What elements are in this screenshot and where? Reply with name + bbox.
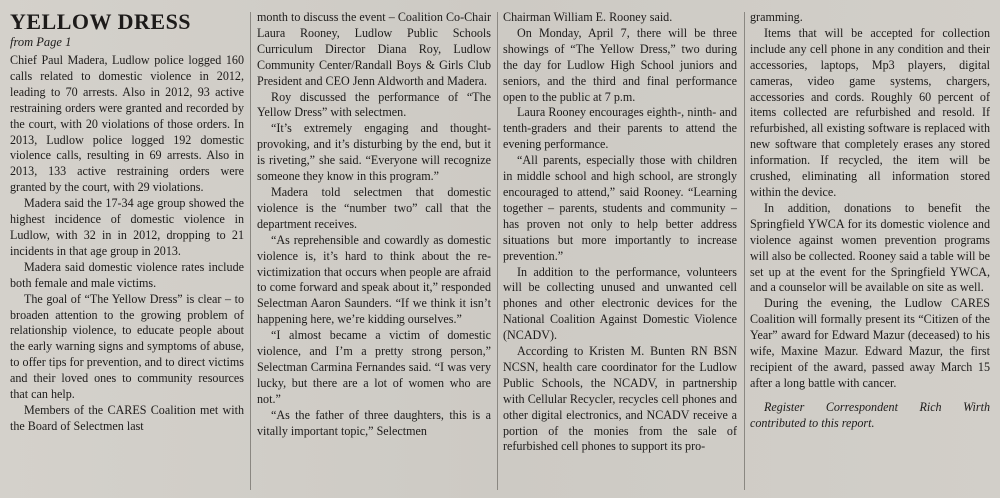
correspondent-credit: Register Correspondent Rich Wirth contributed to this report.: [750, 399, 990, 430]
jump-line: from Page 1: [10, 35, 72, 49]
paragraph: Madera told selectmen that domestic violence is the “number two” call that the department receives.: [257, 184, 491, 231]
paragraph: Roy discussed the performance of “The Yellow Dress” with selectmen.: [257, 89, 491, 120]
article-column-2: [257, 10, 491, 492]
paragraph: Madera said domestic violence rates include both female and male victims.: [10, 259, 244, 290]
paragraph: gramming.: [750, 10, 803, 24]
paragraph: Chairman William E. Rooney said.: [503, 10, 673, 24]
article-column-4: [750, 10, 990, 492]
paragraph: On Monday, April 7, there will be three showings of “The Yellow Dress,” two during the day for Ludlow High School juniors and seniors, and the third and final performance open to the public at 7 p.m.: [503, 25, 737, 104]
paragraph: “As reprehensible and cowardly as domestic violence is, it’s hard to think about the re-victimization that occurs when people are afraid to come forward and speak about it,” responded Selectman Aaron Saunders. “If we think it isn’t happening here, we’re kidding ourselves.”: [257, 232, 491, 327]
article-column-1: [10, 10, 244, 492]
paragraph: “It’s extremely engaging and thought-provoking, and it’s disturbing by the end, but it is riveting,” she said. “Everyone will recognize someone they know in this program.”: [257, 121, 491, 184]
paragraph: In addition, donations to benefit the Springfield YWCA for its domestic violence and violence against women prevention programs will also be collected. Rooney said a table will be set up at the event for the Springfield YWCA, and a counselor will be available on site as well.: [750, 200, 990, 295]
paragraph: During the evening, the Ludlow CARES Coalition will formally present its “Citizen of the Year” award for Edward Mazur (deceased) to his wife, Maxine Mazur. Edward Mazur, the first recipient of the award, passed away March 15 after a long battle with cancer.: [750, 296, 990, 390]
paragraph: “I almost became a victim of domestic violence, and I’m a pretty strong person,” Selectman Carmina Fernandes said. “I was very lucky, but there are a lot of women who are not.”: [257, 328, 491, 406]
paragraph: Members of the CARES Coalition met with the Board of Selectmen last: [10, 402, 244, 433]
paragraph: Chief Paul Madera, Ludlow police logged 160 calls related to domestic violence in 2012, leading to 70 arrests. Also in 2012, 93 active restraining orders were granted and recorded by the court, with 20 violations of those orders. In 2013, Ludlow police logged 192 domestic violence calls, resulting in 69 arrests. Also in 2013, 133 active restraining orders were granted by the court, with 29 violations.: [10, 53, 244, 195]
article-headline: YELLOW DRESS: [10, 10, 192, 34]
column-divider: [744, 12, 745, 490]
paragraph: month to discuss the event – Coalition Co-Chair Laura Rooney, Ludlow Public Schools Curriculum Director Diana Roy, Ludlow Community Center/Randall Boys & Girls Club President and CEO Jenn Aldworth and Madera.: [257, 10, 491, 88]
paragraph: Madera said the 17-34 age group showed the highest incidence of domestic violence in Ludlow, with 32 in in 2012, dropping to 21 incidents in that age group in 2013.: [10, 196, 244, 258]
paragraph: Laura Rooney encourages eighth-, ninth- and tenth-graders and their parents to attend the evening performance.: [503, 105, 737, 152]
column-divider: [250, 12, 251, 490]
paragraph: The goal of “The Yellow Dress” is clear – to broaden attention to the growing problem of relationship violence, to educate people about the early warning signs and symptoms of abuse, to offer tips for prevention, and to direct victims and their loved ones to community resources that can help.: [10, 291, 244, 402]
paragraph: “As the father of three daughters, this is a vitally important topic,” Selectmen: [257, 407, 491, 438]
paragraph: “All parents, especially those with children in middle school and high school, are strongly encouraged to attend,” said Rooney. “Learning together – parents, students and community – has proven not only to help better address situations but more importantly to increase prevention.”: [503, 153, 737, 263]
paragraph: In addition to the performance, volunteers will be collecting unused and unwanted cell phones and other electronic devices for the National Coalition Against Domestic Violence (NCADV).: [503, 264, 737, 343]
paragraph: Items that will be accepted for collection include any cell phone in any condition and their accessories, laptops, Mp3 players, digital cameras, video game systems, chargers, accessories and cords. Roughly 60 percent of items collected are refurbished and resold. If refurbished, all existing software is replaced with new software that completely erases any stored information. If recycled, the item will be crushed, eliminating all information stored within the device.: [750, 25, 990, 199]
article-column-3: [503, 10, 737, 492]
column-divider: [497, 12, 498, 490]
paragraph: According to Kristen M. Bunten RN BSN NCSN, health care coordinator for the Ludlow Public Schools, the NCADV, in partnership with Cellular Recycler, recycles cell phones and other digital electronics, and NCADV receive a portion of the monies from the sale of refurbished cell phones to support its pro-: [503, 344, 737, 454]
